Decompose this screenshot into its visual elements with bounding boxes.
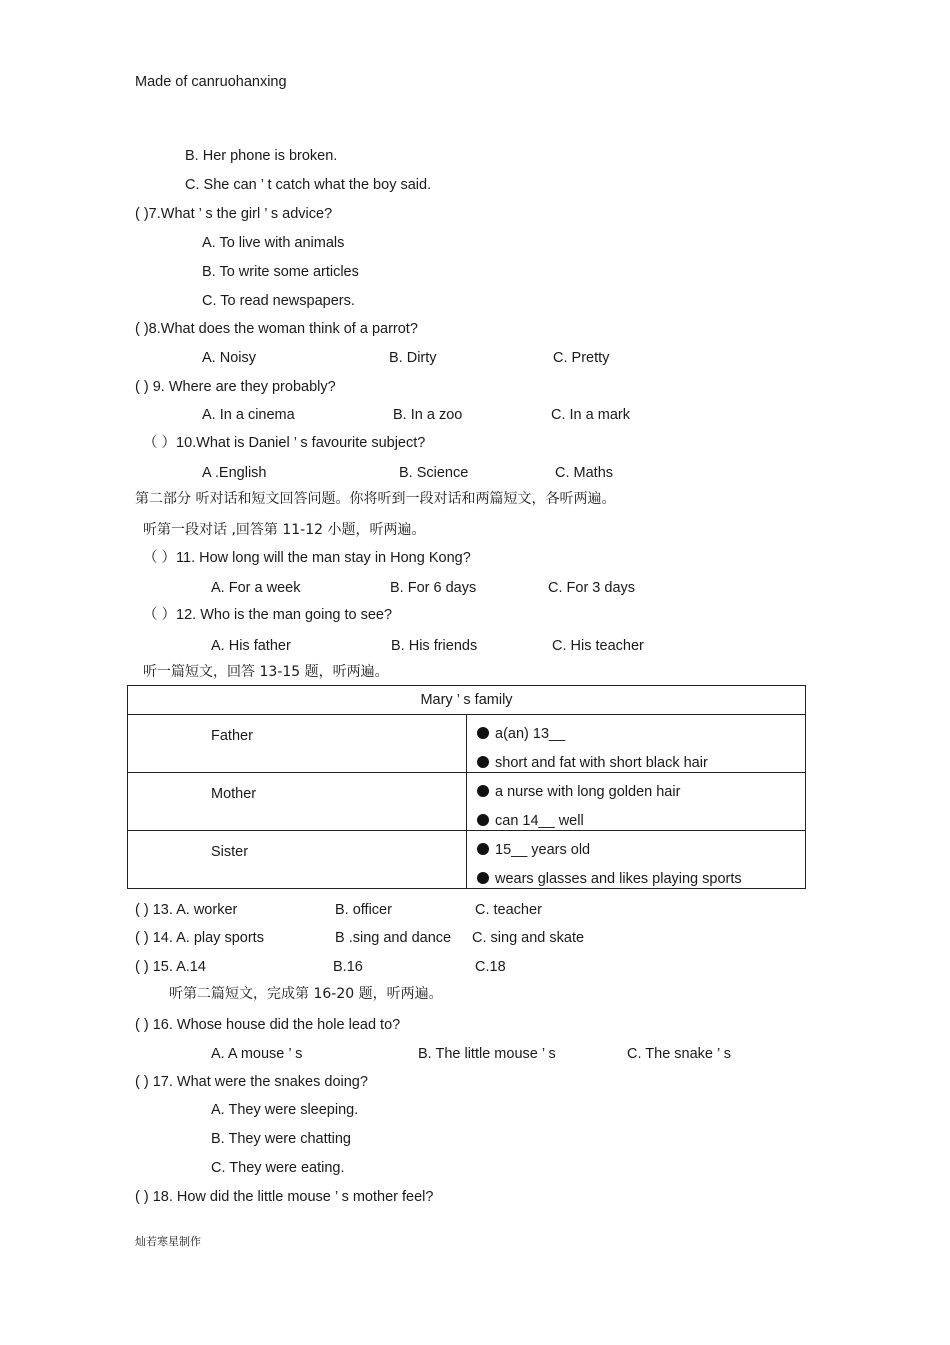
mother-detail-1: a nurse with long golden hair xyxy=(495,784,681,800)
question-13: ( ) 13. A. worker xyxy=(135,902,238,918)
table-row xyxy=(128,773,806,831)
marys-family-table xyxy=(127,685,806,889)
question-15: ( ) 15. A.14 xyxy=(135,959,206,975)
q9-option-c: C. In a mark xyxy=(551,407,630,423)
table-row xyxy=(128,715,806,773)
q8-option-a: A. Noisy xyxy=(202,350,256,366)
question-9: ( ) 9. Where are they probably? xyxy=(135,379,336,395)
sister-detail-2: wears glasses and likes playing sports xyxy=(495,871,742,887)
q15-option-c: C.18 xyxy=(475,959,506,975)
q13-option-c: C. teacher xyxy=(475,902,542,918)
q10-option-c: C. Maths xyxy=(555,465,614,481)
question-8: ( )8.What does the woman think of a parrot? xyxy=(135,321,418,337)
q16-option-c: C. The snake ’ s xyxy=(627,1046,731,1062)
q11-option-a: A. For a week xyxy=(211,580,301,596)
q11-option-b: B. For 6 days xyxy=(390,580,477,596)
question-10: （ ）10.What is Daniel ’ s favourite subject? xyxy=(143,435,426,451)
dialogue-1-instruction: 听第一段对话 ,回答第 11-12 小题，听两遍。 xyxy=(143,522,426,538)
table-title: Mary ’ s family xyxy=(128,686,806,715)
bullet-icon xyxy=(477,785,489,797)
q12-option-a: A. His father xyxy=(211,638,291,654)
q17-option-b: B. They were chatting xyxy=(211,1131,351,1147)
bullet-icon xyxy=(477,727,489,739)
q14-option-b: B .sing and dance xyxy=(335,930,452,946)
page-header: Made of canruohanxing xyxy=(135,74,287,90)
q6-option-b: B. Her phone is broken. xyxy=(185,148,338,164)
father-detail-2: short and fat with short black hair xyxy=(495,755,708,771)
q15-option-b: B.16 xyxy=(333,959,363,975)
question-7: ( )7.What ’ s the girl ’ s advice? xyxy=(135,206,333,222)
bullet-icon xyxy=(477,872,489,884)
bullet-icon xyxy=(477,814,489,826)
sister-detail-1: 15__ years old xyxy=(495,842,591,858)
q16-option-b: B. The little mouse ’ s xyxy=(418,1046,556,1062)
q17-option-a: A. They were sleeping. xyxy=(211,1102,359,1118)
q12-option-b: B. His friends xyxy=(391,638,478,654)
member-father: Father xyxy=(211,728,253,744)
section-2-heading: 第二部分 听对话和短文回答问题。你将听到一段对话和两篇短文，各听两遍。 xyxy=(135,491,616,507)
question-14: ( ) 14. A. play sports xyxy=(135,930,264,946)
q7-option-a: A. To live with animals xyxy=(202,235,345,251)
passage-2-instruction: 听第二篇短文，完成第 16-20 题，听两遍。 xyxy=(169,986,443,1002)
member-sister: Sister xyxy=(211,844,249,860)
mother-detail-2: can 14__ well xyxy=(495,813,584,829)
q10-option-b: B. Science xyxy=(399,465,469,481)
q6-option-c: C. She can ’ t catch what the boy said. xyxy=(185,177,432,193)
member-mother: Mother xyxy=(211,786,257,802)
bullet-icon xyxy=(477,843,489,855)
q8-option-c: C. Pretty xyxy=(553,350,610,366)
q12-option-c: C. His teacher xyxy=(552,638,644,654)
question-11: （ ）11. How long will the man stay in Hong Kong? xyxy=(143,550,471,566)
q11-option-c: C. For 3 days xyxy=(548,580,636,596)
q17-option-c: C. They were eating. xyxy=(211,1160,345,1176)
passage-1-instruction: 听一篇短文，回答 13-15 题，听两遍。 xyxy=(143,664,389,680)
question-18: ( ) 18. How did the little mouse ’ s mother feel? xyxy=(135,1189,434,1205)
q9-option-a: A. In a cinema xyxy=(202,407,295,423)
question-16: ( ) 16. Whose house did the hole lead to? xyxy=(135,1017,401,1033)
q14-option-c: C. sing and skate xyxy=(472,930,585,946)
father-detail-1: a(an) 13__ xyxy=(495,726,566,742)
question-12: （ ）12. Who is the man going to see? xyxy=(143,607,393,623)
q10-option-a: A .English xyxy=(202,465,267,481)
table-row xyxy=(128,831,806,889)
question-17: ( ) 17. What were the snakes doing? xyxy=(135,1074,368,1090)
q13-option-b: B. officer xyxy=(335,902,392,918)
q7-option-c: C. To read newspapers. xyxy=(202,293,355,309)
q9-option-b: B. In a zoo xyxy=(393,407,463,423)
bullet-icon xyxy=(477,756,489,768)
q8-option-b: B. Dirty xyxy=(389,350,437,366)
q7-option-b: B. To write some articles xyxy=(202,264,359,280)
page-footer: 灿若寒星制作 xyxy=(135,1235,201,1248)
q16-option-a: A. A mouse ’ s xyxy=(211,1046,303,1062)
